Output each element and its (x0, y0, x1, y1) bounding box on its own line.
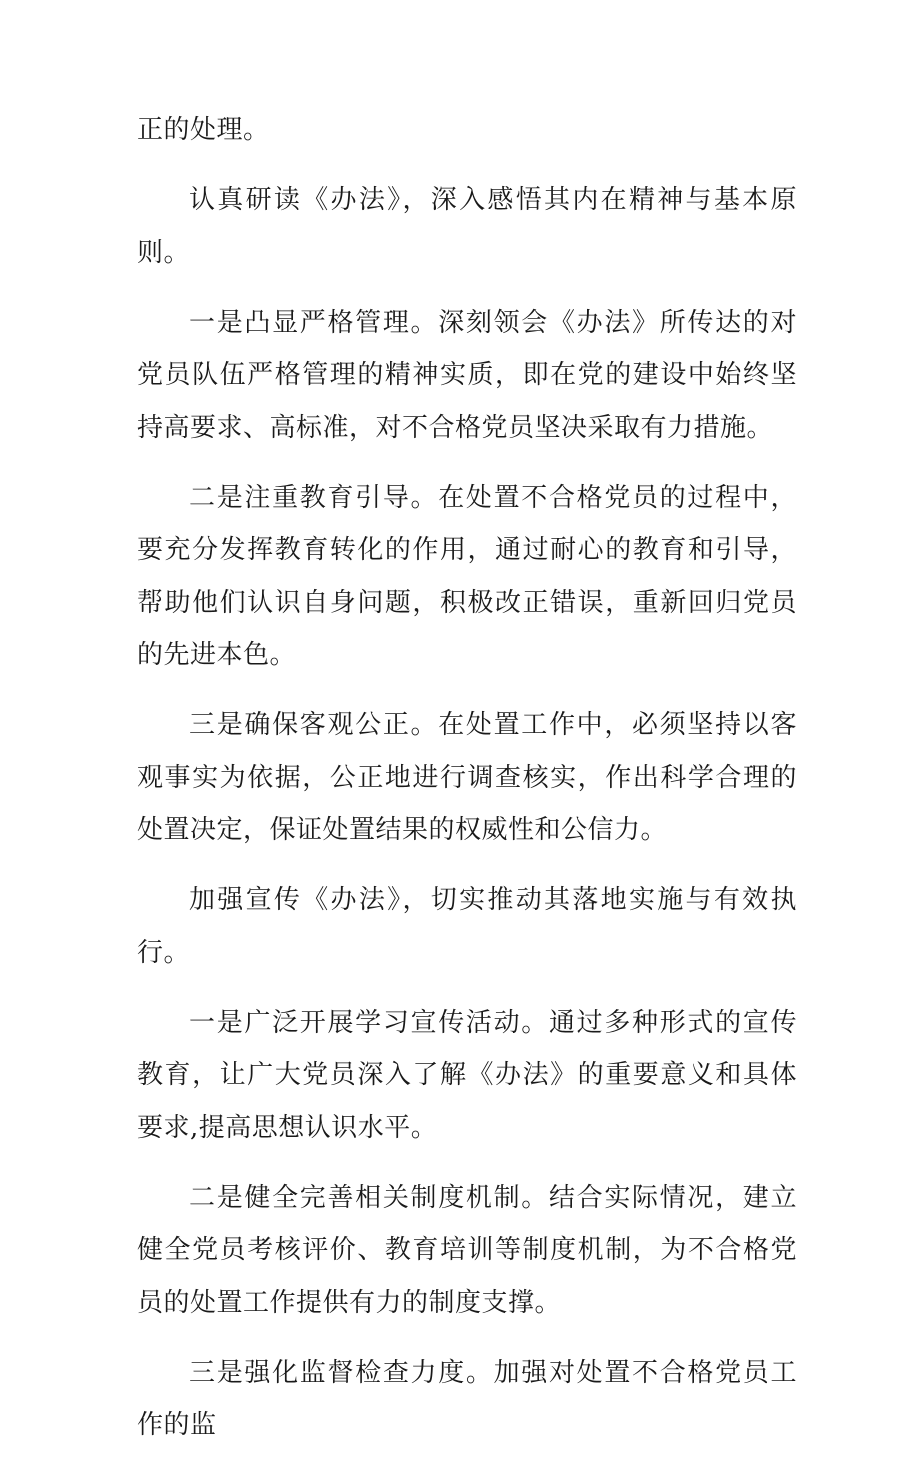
paragraph-point-strict-management: 一是凸显严格管理。深刻领会《办法》所传达的对党员队伍严格管理的精神实质，即在党的建设中始终坚持高要求、高标准，对不合格党员坚决采取有力措施。 (137, 307, 797, 443)
paragraph-section-heading-study: 认真研读《办法》，深入感悟其内在精神与基本原则。 (137, 185, 797, 268)
paragraph-section-heading-publicity: 加强宣传《办法》，切实推动其落地实施与有效执行。 (137, 885, 797, 968)
paragraph-point-supervision: 三是强化监督检查力度。加强对处置不合格党员工作的监 (137, 1357, 797, 1440)
paragraph-point-education-guidance: 二是注重教育引导。在处置不合格党员的过程中，要充分发挥教育转化的作用，通过耐心的教育和引导，帮助他们认识自身问题，积极改正错误，重新回归党员的先进本色。 (137, 482, 797, 670)
paragraph-point-institution-mechanism: 二是健全完善相关制度机制。结合实际情况，建立健全党员考核评价、教育培训等制度机制，为不合格党员的处置工作提供有力的制度支撑。 (137, 1182, 797, 1318)
paragraph-point-objective-fairness: 三是确保客观公正。在处置工作中，必须坚持以客观事实为依据，公正地进行调查核实，作出科学合理的处置决定，保证处置结果的权威性和公信力。 (137, 710, 797, 845)
document-body (137, 104, 797, 1469)
paragraph-point-study-campaign: 一是广泛开展学习宣传活动。通过多种形式的宣传教育，让广大党员深入了解《办法》的重要意义和具体要求,提高思想认识水平。 (137, 1007, 797, 1143)
paragraph-continuation: 正的处理。 (137, 115, 270, 145)
